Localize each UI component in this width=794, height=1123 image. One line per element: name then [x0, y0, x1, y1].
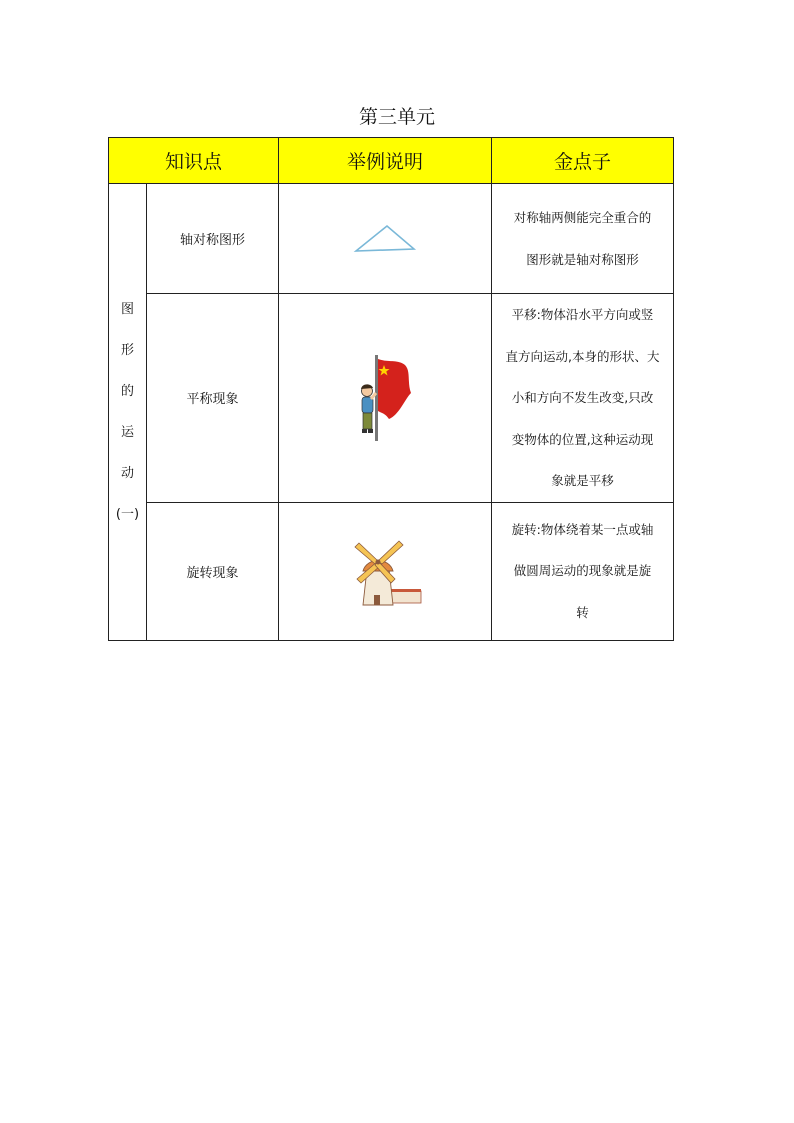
- example-cell: [279, 294, 492, 503]
- tip-line: 旋转:物体绕着某一点或轴: [511, 521, 654, 537]
- topic-char: (一): [115, 506, 140, 522]
- topic-char: 的: [120, 383, 134, 399]
- example-cell: [279, 502, 492, 640]
- page-title: 第三单元: [358, 106, 435, 128]
- tip-line: 直方向运动,本身的形状、大: [505, 348, 660, 364]
- topic-char: 运: [120, 424, 134, 440]
- table-header-row: [109, 138, 674, 184]
- tip-cell: [492, 294, 674, 503]
- knowledge-point-cell: 平称现象: [147, 294, 279, 503]
- tip-line: 转: [576, 604, 589, 620]
- topic-char: 图: [120, 301, 134, 317]
- windmill-icon: [345, 531, 425, 611]
- tip-line: 变物体的位置,这种运动现: [511, 431, 654, 447]
- table-row: [109, 294, 674, 503]
- tip-cell: [492, 502, 674, 640]
- header-knowledge-point: 知识点: [109, 138, 279, 184]
- example-cell: [279, 184, 492, 294]
- header-example: 举例说明: [279, 138, 492, 184]
- header-tip: 金点子: [492, 138, 674, 184]
- triangle-icon: [350, 219, 420, 259]
- knowledge-table: [108, 137, 674, 641]
- tip-line: 象就是平移: [551, 473, 614, 488]
- tip-line: 平移:物体沿水平方向或竖: [511, 307, 654, 322]
- tip-cell: [492, 184, 674, 294]
- knowledge-point-cell: 轴对称图形: [147, 184, 279, 294]
- knowledge-point-cell: 旋转现象: [147, 502, 279, 640]
- flag-raising-icon: [355, 353, 415, 443]
- tip-line: 对称轴两侧能完全重合的: [513, 210, 652, 225]
- table-row: [109, 184, 674, 294]
- tip-line: 图形就是轴对称图形: [526, 251, 639, 267]
- topic-char: 形: [120, 342, 134, 358]
- tip-line: 小和方向不发生改变,只改: [511, 390, 654, 405]
- table-row: [109, 502, 674, 640]
- tip-line: 做圆周运动的现象就是旋: [513, 563, 652, 579]
- topic-char: 动: [120, 465, 134, 481]
- topic-cell: [109, 184, 147, 641]
